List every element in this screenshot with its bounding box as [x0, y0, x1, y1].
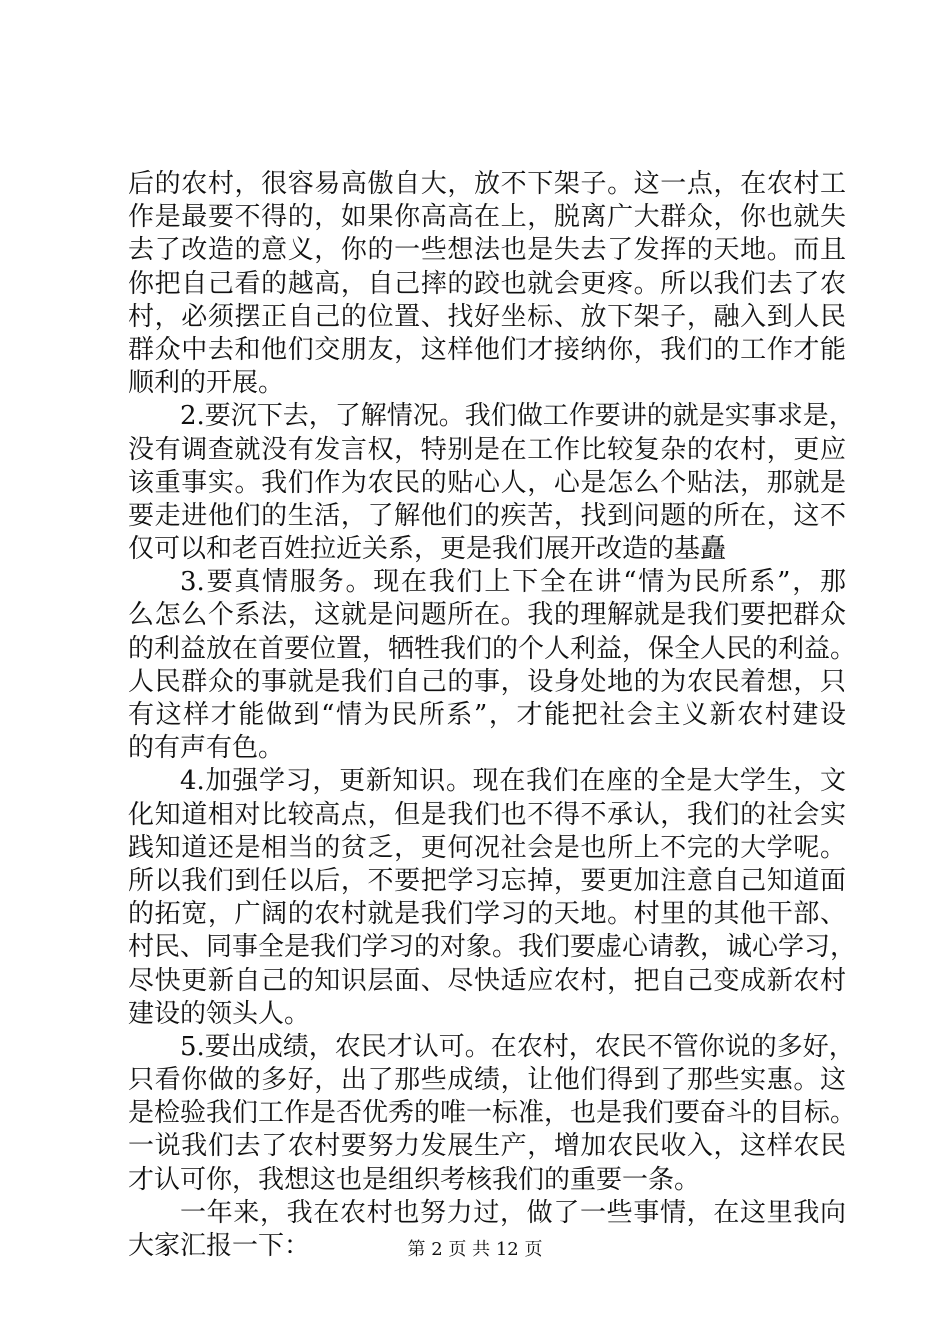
text-line: 大家汇报一下：	[128, 1231, 311, 1261]
text-line: 有这样才能做到“情为民所系”，才能把社会主义新农村建设	[128, 700, 846, 730]
text-line: 你把自己看的越高，自己摔的跤也就会更疼。所以我们去了农	[128, 268, 846, 299]
text-line: 仅可以和老百姓拉近关系，更是我们展开改造的基矗	[128, 534, 727, 565]
text-line: 群众中去和他们交朋友，这样他们才接纳你，我们的工作才能	[128, 334, 846, 365]
paragraph-start-line: 2.要沉下去，了解情况。我们做工作要讲的就是实事求是，	[180, 401, 855, 432]
text-line: 后的农村，很容易高傲自大，放不下架子。这一点，在农村工	[128, 169, 846, 199]
text-line: 只看你做的多好，出了那些成绩，让他们得到了那些实惠。这	[128, 1065, 846, 1096]
text-line: 是检验我们工作是否优秀的唯一标准，也是我们要奋斗的目标。	[128, 1098, 857, 1129]
text-line: 么怎么个系法，这就是问题所在。我的理解就是我们要把群众	[128, 600, 846, 631]
text-line: 村，必须摆正自己的位置、找好坐标、放下架子，融入到人民	[128, 301, 846, 332]
text-line: 村民、同事全是我们学习的对象。我们要虚心请教，诚心学习，	[128, 932, 857, 963]
text-line: 的拓宽，广阔的农村就是我们学习的天地。村里的其他干部、	[128, 899, 846, 930]
paragraph-start-line: 5.要出成绩，农民才认可。在农村，农民不管你说的多好，	[180, 1031, 855, 1062]
text-line: 化知道相对比较高点，但是我们也不得不承认，我们的社会实	[128, 799, 846, 830]
text-line: 建设的领头人。	[128, 998, 311, 1029]
text-line: 顺利的开展。	[128, 368, 285, 399]
text-line: 人民群众的事就是我们自己的事，设身处地的为农民着想，只	[128, 666, 846, 697]
page-number-footer: 第 2 页 共 12 页	[407, 1239, 543, 1260]
text-line: 所以我们到任以后，不要把学习忘掉，要更加注意自己知道面	[128, 865, 846, 896]
text-line: 作是最要不得的，如果你高高在上，脱离广大群众，你也就失	[128, 202, 846, 233]
text-line: 才认可你，我想这也是组织考核我们的重要一条。	[128, 1164, 701, 1195]
text-line: 一说我们去了农村要努力发展生产，增加农民收入，这样农民	[128, 1131, 846, 1162]
paragraph-start-line: 4.加强学习，更新知识。现在我们在座的全是大学生，文	[180, 766, 846, 797]
text-line: 的有声有色。	[128, 733, 285, 764]
paragraph-start-line: 一年来，我在农村也努力过，做了一些事情，在这里我向	[180, 1197, 846, 1228]
text-line: 尽快更新自己的知识层面、尽快适应农村，把自己变成新农村	[128, 965, 846, 996]
text-line: 的利益放在首要位置，牺牲我们的个人利益，保全人民的利益。	[128, 633, 857, 664]
text-line: 要走进他们的生活，了解他们的疾苦，找到问题的所在，这不	[128, 500, 846, 531]
text-line: 去了改造的意义，你的一些想法也是失去了发挥的天地。而且	[128, 235, 846, 266]
text-line: 践知道还是相当的贫乏，更何况社会是也所上不完的大学呢。	[128, 832, 846, 863]
text-line: 该重事实。我们作为农民的贴心人，心是怎么个贴法，那就是	[128, 467, 846, 498]
paragraph-start-line: 3.要真情服务。现在我们上下全在讲“情为民所系”，那	[180, 567, 846, 598]
document-body	[128, 168, 857, 1263]
text-line: 没有调查就没有发言权，特别是在工作比较复杂的农村，更应	[128, 434, 846, 465]
